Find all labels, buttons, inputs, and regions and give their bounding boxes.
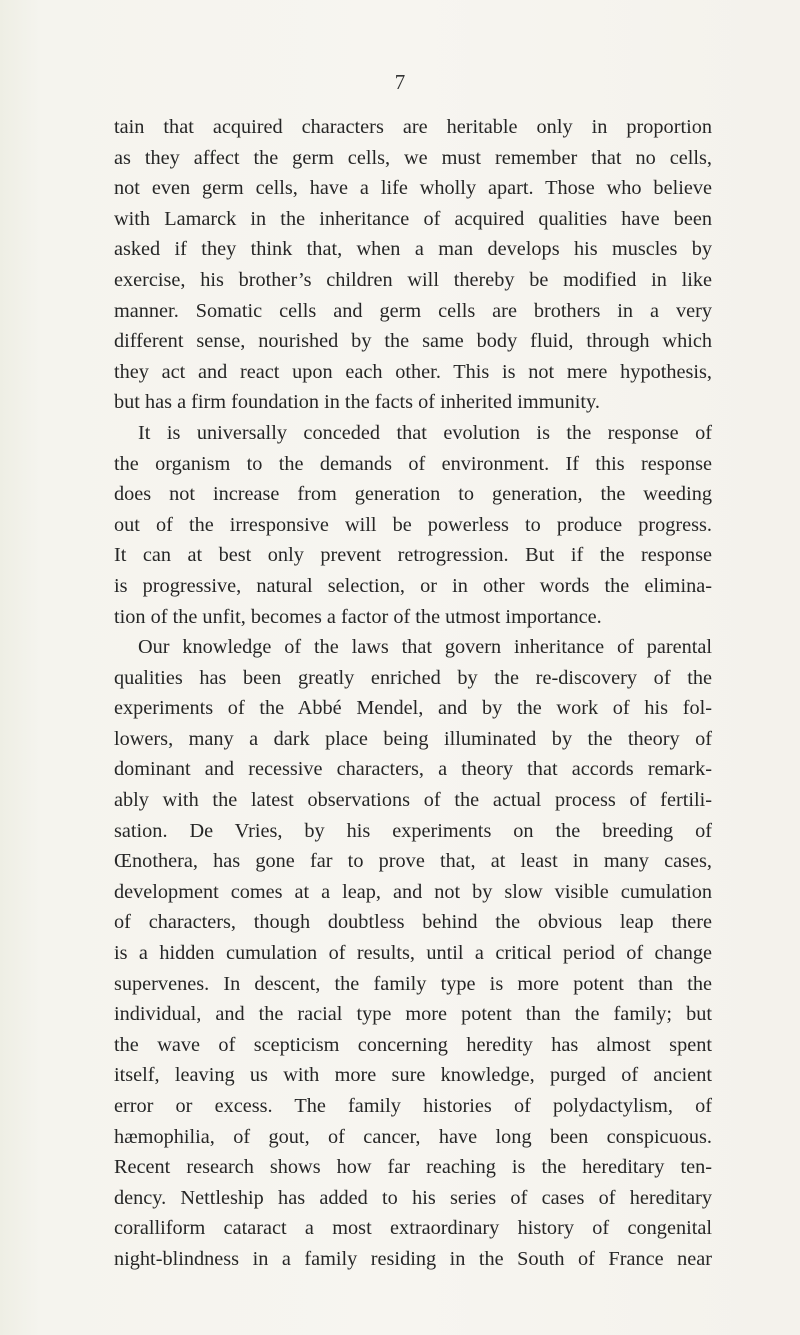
body-text (114, 112, 712, 1275)
text-line: tion of the unfit, becomes a factor of the utmost importance. (114, 605, 602, 628)
text-line: asked if they think that, when a man develops his muscles by (114, 238, 712, 261)
text-line: It is universally conceded that evolution is the response of (138, 421, 712, 444)
text-line: not even germ cells, have a life wholly apart. Those who believe (114, 177, 712, 200)
text-line: supervenes. In descent, the family type is more potent than the (114, 972, 712, 995)
text-line: It can at best only prevent retrogression. But if the response (114, 544, 712, 567)
text-line: error or excess. The family histories of polydactylism, of (114, 1095, 712, 1117)
text-line: of characters, though doubtless behind the obvious leap there (114, 911, 712, 934)
text-line: exercise, his brother’s children will thereby be modified in like (114, 268, 712, 291)
text-line: different sense, nourished by the same body fluid, through which (114, 330, 712, 353)
text-line: is progressive, natural selection, or in other words the elimina- (114, 574, 712, 597)
text-line: Our knowledge of the laws that govern inheritance of parental (138, 636, 712, 659)
text-line: individual, and the racial type more potent than the family; but (114, 1003, 712, 1026)
text-line: night-blindness in a family residing in the South of France near (114, 1247, 712, 1270)
text-line: qualities has been greatly enriched by the re-discovery of the (114, 666, 712, 689)
text-line: as they affect the germ cells, we must remember that no cells, (114, 146, 712, 169)
text-line: out of the irresponsive will be powerless to produce progress. (114, 513, 712, 536)
text-line: the wave of scepticism concerning heredity has almost spent (114, 1033, 712, 1056)
text-line: ably with the latest observations of the actual process of fertili- (114, 789, 712, 812)
text-line: itself, leaving us with more sure knowledge, purged of ancient (114, 1064, 712, 1087)
text-line: Œnothera, has gone far to prove that, at least in many cases, (114, 850, 712, 873)
text-line: is a hidden cumulation of results, until a critical period of change (114, 942, 712, 965)
text-line: coralliform cataract a most extraordinary history of congenital (114, 1217, 712, 1240)
text-line: they act and react upon each other. This is not mere hypothesis, (114, 360, 712, 383)
text-line: does not increase from generation to generation, the weeding (114, 483, 712, 506)
text-line: lowers, many a dark place being illuminated by the theory of (114, 727, 712, 750)
text-line: hæmophilia, of gout, of cancer, have long been conspicuous. (114, 1125, 712, 1148)
text-line: development comes at a leap, and not by slow visible cumulation (114, 880, 712, 903)
text-line: tain that acquired characters are heritable only in proportion (114, 116, 712, 138)
text-line: but has a firm foundation in the facts of inherited immunity. (114, 391, 600, 414)
page-number: 7 (394, 70, 406, 94)
text-line: dominant and recessive characters, a theory that accords remark- (114, 758, 712, 781)
text-line: experiments of the Abbé Mendel, and by the work of his fol- (114, 697, 712, 720)
text-line: manner. Somatic cells and germ cells are brothers in a very (114, 299, 712, 322)
text-line: with Lamarck in the inheritance of acquired qualities have been (114, 207, 712, 230)
text-line: the organism to the demands of environment. If this response (114, 452, 712, 475)
text-line: sation. De Vries, by his experiments on the breeding of (114, 819, 712, 842)
text-line: Recent research shows how far reaching is the hereditary ten- (114, 1156, 712, 1179)
text-line: dency. Nettleship has added to his series of cases of hereditary (114, 1186, 712, 1209)
